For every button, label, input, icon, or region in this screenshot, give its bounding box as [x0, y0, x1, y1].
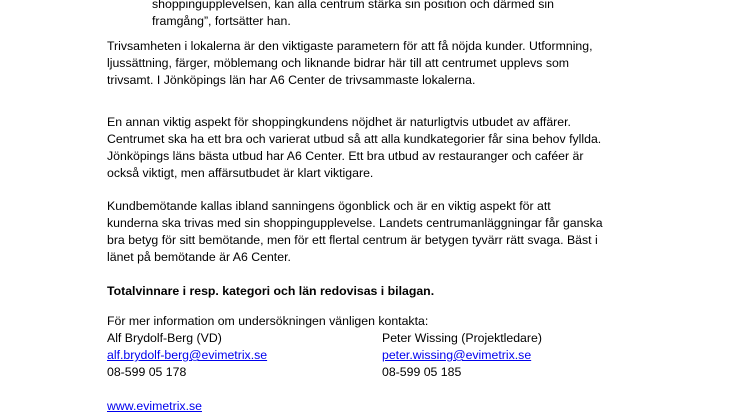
utbud-paragraph — [107, 114, 601, 182]
contact-email-link[interactable]: peter.wissing@evimetrix.se — [382, 348, 532, 362]
website-paragraph — [107, 398, 202, 415]
paragraph-line: också viktigt, men affärsutbudet är klart viktigare. — [107, 166, 374, 180]
contact-name: Peter Wissing (Projektledare) — [382, 331, 542, 345]
paragraph-line: Jönköpings läns bästa utbud har A6 Center. Ett bra utbud av restauranger och caféer är — [107, 149, 584, 163]
contact-email-link[interactable]: alf.brydolf-berg@evimetrix.se — [107, 348, 268, 362]
paragraph-line: En annan viktig aspekt för shoppingkundens nöjdhet är naturligtvis utbudet av affärer. — [107, 115, 571, 129]
paragraph-line: ljussättning, färger, möblemang och liknande bidrar här till att centrumet upplevs som — [107, 56, 570, 70]
quote-line: shoppingupplevelsen, kan alla centrum stärka sin position och därmed sin — [152, 0, 554, 11]
trivsamhet-paragraph — [107, 38, 593, 89]
bemotande-paragraph — [107, 198, 603, 266]
paragraph-line: Trivsamheten i lokalerna är den viktigaste parametern för att få nöjda kunder. Utformning, — [107, 39, 593, 53]
contact-right — [382, 330, 542, 381]
contact-phone: 08-599 05 185 — [382, 365, 462, 379]
paragraph-line: Centrumet ska ha ett bra och varierat utbud så att alla kundkategorier får sina behov fyllda. — [107, 132, 602, 146]
website-link[interactable]: www.evimetrix.se — [107, 399, 202, 413]
paragraph-line: trivsamt. I Jönköpings län har A6 Center de trivsammaste lokalerna. — [107, 73, 476, 87]
paragraph-line: Kundbemötande kallas ibland sanningens ögonblick och är en viktig aspekt för att — [107, 199, 551, 213]
quote-paragraph — [152, 0, 554, 30]
contact-name: Alf Brydolf-Berg (VD) — [107, 331, 222, 345]
paragraph-line: länet på bemötande är A6 Center. — [107, 250, 291, 264]
paragraph-line: kunderna ska trivas med sin shoppingupplevelse. Landets centrumanläggningar får ganska — [107, 216, 603, 230]
quote-line: framgång”, fortsätter han. — [152, 14, 291, 28]
paragraph-line: bra betyg för sitt bemötande, men för ett flertal centrum är betygen tyvärr rätt svaga. Bäst i — [107, 233, 598, 247]
totalvinnare-heading: Totalvinnare i resp. kategori och län redovisas i bilagan. — [107, 284, 435, 298]
contact-intro: För mer information om undersökningen vänligen kontakta: — [107, 314, 429, 328]
contact-left — [107, 330, 267, 381]
contact-phone: 08-599 05 178 — [107, 365, 187, 379]
